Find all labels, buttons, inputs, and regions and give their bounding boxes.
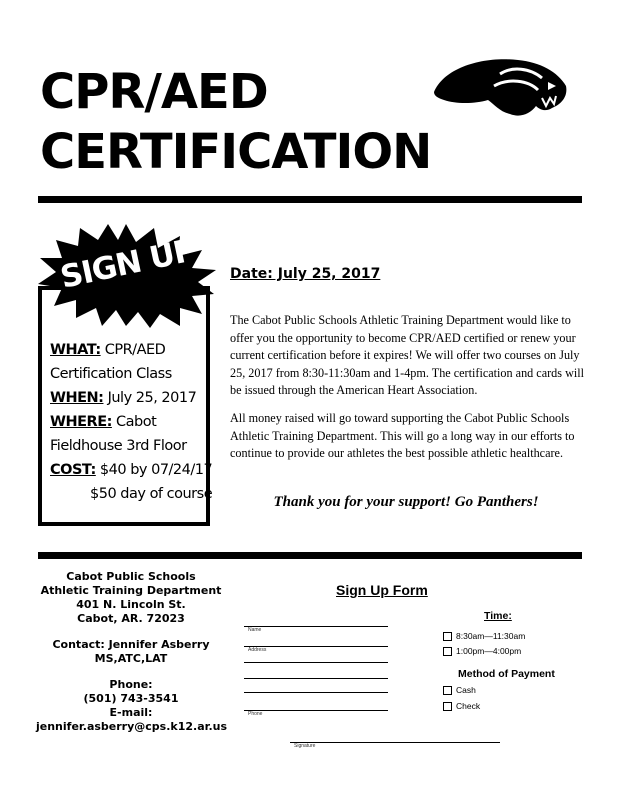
phone-field[interactable] xyxy=(244,710,388,711)
cost-value-2: $50 day of course xyxy=(90,486,213,502)
title-line-1: CPR/AED xyxy=(40,64,268,120)
check-option-label: Check xyxy=(456,701,481,711)
address-field-line-3[interactable] xyxy=(244,678,388,679)
contact-credentials: MS,ATC,LAT xyxy=(94,652,168,665)
payment-heading: Method of Payment xyxy=(458,668,555,680)
contact-block xyxy=(36,570,226,734)
phone-field-label: Phone xyxy=(248,711,263,717)
phone-label: Phone: xyxy=(109,678,153,691)
when-label: WHEN: xyxy=(50,390,104,406)
city-state-zip: Cabot, AR. 72023 xyxy=(77,612,185,625)
email-label: E-mail: xyxy=(109,706,153,719)
payment-option-cash[interactable] xyxy=(443,684,476,696)
street-address: 401 N. Lincoln St. xyxy=(76,598,186,611)
cash-option-label: Cash xyxy=(456,685,476,695)
what-value-2: Certification Class xyxy=(50,366,172,382)
where-value-2: Fieldhouse 3rd Floor xyxy=(50,438,187,454)
email-address: jennifer.asberry@cps.k12.ar.us xyxy=(36,720,228,733)
signature-field-label: Signature xyxy=(294,743,316,749)
panther-head-icon xyxy=(430,52,570,122)
address-field-line-4[interactable] xyxy=(244,692,388,693)
afternoon-option-label: 1:00pm—4:00pm xyxy=(456,646,522,656)
cash-checkbox[interactable] xyxy=(443,686,452,695)
event-date: Date: July 25, 2017 xyxy=(230,266,381,282)
cost-label: COST: xyxy=(50,462,96,478)
time-heading: Time: xyxy=(484,610,512,622)
thank-you-line: Thank you for your support! Go Panthers! xyxy=(273,494,539,510)
check-checkbox[interactable] xyxy=(443,702,452,711)
address-field-label: Address xyxy=(248,647,267,653)
what-label: WHAT: xyxy=(50,342,101,358)
sign-up-badge: SIGN UP xyxy=(57,232,199,296)
name-field-label: Name xyxy=(248,627,262,633)
morning-option-label: 8:30am—11:30am xyxy=(456,631,526,641)
signature-field[interactable] xyxy=(290,742,500,743)
time-option-afternoon[interactable] xyxy=(443,645,521,657)
bottom-divider xyxy=(38,552,582,559)
cost-value: $40 by 07/24/17 xyxy=(99,462,213,478)
where-value: Cabot xyxy=(116,414,157,430)
time-option-morning[interactable] xyxy=(443,630,525,642)
contact-name: Contact: Jennifer Asberry xyxy=(52,638,210,651)
where-label: WHERE: xyxy=(50,414,112,430)
school-name: Cabot Public Schools xyxy=(66,570,196,583)
morning-checkbox[interactable] xyxy=(443,632,452,641)
what-value: CPR/AED xyxy=(104,342,166,358)
signup-form-title: Sign Up Form xyxy=(336,582,428,598)
when-value: July 25, 2017 xyxy=(107,390,197,406)
top-divider xyxy=(38,196,582,203)
department-name: Athletic Training Department xyxy=(40,584,222,597)
afternoon-checkbox[interactable] xyxy=(443,647,452,656)
title-line-2: CERTIFICATION xyxy=(40,124,432,180)
fundraising-paragraph: All money raised will go toward supporting the Cabot Public Schools Athletic Training Department. This will go a long way in our efforts to continue to provide our athletes the best possible athletic healthcare. xyxy=(230,411,575,461)
intro-paragraph: The Cabot Public Schools Athletic Training Department would like to offer you the opportunity to become CPR/AED certified or renew your current certification before it expires! We will offer two courses on July 25, 2017 from 8:30-11:30am and 1-4pm. The certification and cards will be issued through the American Heart Association. xyxy=(230,313,585,398)
phone-number: (501) 743-3541 xyxy=(83,692,179,705)
address-field-line-2[interactable] xyxy=(244,662,388,663)
payment-option-check[interactable] xyxy=(443,700,480,712)
name-field[interactable] xyxy=(244,626,388,627)
